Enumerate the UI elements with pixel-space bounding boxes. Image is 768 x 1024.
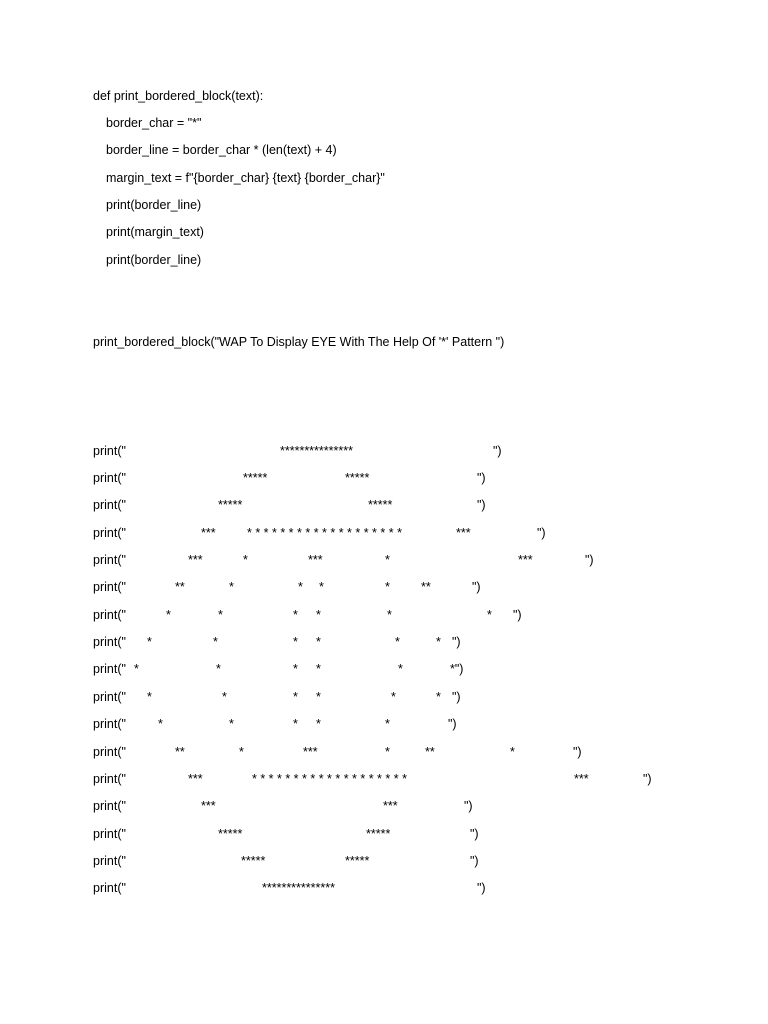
pattern-segment: * — [293, 717, 298, 731]
pattern-segment: * — [436, 635, 441, 649]
pattern-segment: * — [293, 635, 298, 649]
code-line: margin_text = f"{border_char} {text} {border_char}" — [106, 171, 385, 185]
pattern-segment: ") — [464, 799, 473, 813]
print-prefix: print(" — [93, 854, 126, 868]
print-prefix: print(" — [93, 498, 126, 512]
pattern-segment: * — [398, 662, 403, 676]
pattern-segment: * — [395, 635, 400, 649]
pattern-segment: * — [391, 690, 396, 704]
pattern-segment: * — [239, 745, 244, 759]
print-prefix: print(" — [93, 690, 126, 704]
pattern-segment: ") — [585, 553, 594, 567]
pattern-segment: * — [510, 745, 515, 759]
pattern-segment: * — [316, 608, 321, 622]
pattern-segment: * — [385, 717, 390, 731]
pattern-segment: ***** — [218, 498, 243, 512]
pattern-segment: *************** — [280, 444, 353, 458]
pattern-segment: * — [158, 717, 163, 731]
pattern-segment: ** — [421, 580, 431, 594]
pattern-segment: * — [293, 662, 298, 676]
pattern-segment: ***** — [366, 827, 391, 841]
pattern-segment: ") — [477, 471, 486, 485]
pattern-segment: * — [487, 608, 492, 622]
pattern-segment: *** — [383, 799, 398, 813]
pattern-segment: * — [216, 662, 221, 676]
pattern-segment: ***** — [243, 471, 268, 485]
print-prefix: print(" — [93, 881, 126, 895]
pattern-segment: * — [229, 717, 234, 731]
pattern-segment: *************** — [262, 881, 335, 895]
print-prefix: print(" — [93, 717, 126, 731]
pattern-segment: * — [316, 690, 321, 704]
pattern-segment: * — [293, 608, 298, 622]
pattern-segment: * — [319, 580, 324, 594]
pattern-segment: * — [293, 690, 298, 704]
pattern-segment: * — [218, 608, 223, 622]
pattern-segment: ") — [472, 580, 481, 594]
pattern-segment: ***** — [345, 471, 370, 485]
print-prefix: print(" — [93, 662, 126, 676]
code-line: border_line = border_char * (len(text) + 4) — [106, 143, 337, 157]
pattern-segment: ") — [448, 717, 457, 731]
pattern-segment: * — [229, 580, 234, 594]
pattern-segment: *") — [450, 662, 464, 676]
pattern-segment: *** — [518, 553, 533, 567]
print-prefix: print(" — [93, 471, 126, 485]
pattern-segment: *** — [308, 553, 323, 567]
pattern-segment: ") — [493, 444, 502, 458]
pattern-segment: ***** — [241, 854, 266, 868]
print-prefix: print(" — [93, 608, 126, 622]
print-prefix: print(" — [93, 553, 126, 567]
pattern-segment: ") — [573, 745, 582, 759]
pattern-segment: ***** — [345, 854, 370, 868]
pattern-segment: * — [213, 635, 218, 649]
print-prefix: print(" — [93, 745, 126, 759]
code-line: border_char = "*" — [106, 116, 202, 130]
pattern-segment: *** — [188, 553, 203, 567]
pattern-segment: ") — [477, 498, 486, 512]
pattern-segment: * — [316, 635, 321, 649]
pattern-segment: * — [385, 580, 390, 594]
pattern-segment: * — [385, 745, 390, 759]
print-prefix: print(" — [93, 799, 126, 813]
pattern-segment: ") — [470, 827, 479, 841]
pattern-segment: * — [147, 635, 152, 649]
pattern-segment: *** — [456, 526, 471, 540]
pattern-segment: ** — [175, 580, 185, 594]
pattern-segment: ") — [537, 526, 546, 540]
print-prefix: print(" — [93, 772, 126, 786]
pattern-segment: * — [436, 690, 441, 704]
pattern-segment: *** — [201, 526, 216, 540]
pattern-segment: * — [166, 608, 171, 622]
pattern-segment: ** — [425, 745, 435, 759]
print-prefix: print(" — [93, 580, 126, 594]
pattern-segment: *** — [303, 745, 318, 759]
code-line: print(border_line) — [106, 253, 202, 267]
pattern-segment: ") — [643, 772, 652, 786]
pattern-segment: * — [387, 608, 392, 622]
pattern-segment: ") — [477, 881, 486, 895]
pattern-segment: * — [222, 690, 227, 704]
pattern-segment: *** — [201, 799, 216, 813]
pattern-segment: * — [147, 690, 152, 704]
print-prefix: print(" — [93, 635, 126, 649]
pattern-segment: * — [316, 662, 321, 676]
pattern-segment: ***** — [368, 498, 393, 512]
pattern-segment: ") — [470, 854, 479, 868]
pattern-segment: ** — [175, 745, 185, 759]
pattern-segment: ") — [513, 608, 522, 622]
pattern-segment: * — [316, 717, 321, 731]
code-line: print(border_line) — [106, 198, 202, 212]
pattern-segment: *** — [188, 772, 203, 786]
print-prefix: print(" — [93, 526, 126, 540]
pattern-segment: * — [243, 553, 248, 567]
pattern-segment: ") — [452, 690, 461, 704]
pattern-segment: *** — [574, 772, 589, 786]
pattern-segment: * * * * * * * * * * * * * * * * * * * — [252, 772, 407, 786]
function-call-line: print_bordered_block("WAP To Display EYE With The Help Of '*' Pattern ") — [93, 335, 505, 349]
print-prefix: print(" — [93, 827, 126, 841]
print-prefix: print(" — [93, 444, 126, 458]
pattern-segment: * — [385, 553, 390, 567]
code-line: print(margin_text) — [106, 225, 204, 239]
pattern-segment: * — [298, 580, 303, 594]
pattern-segment: * — [134, 662, 139, 676]
pattern-segment: ***** — [218, 827, 243, 841]
function-signature: def print_bordered_block(text): — [93, 89, 264, 103]
pattern-segment: ") — [452, 635, 461, 649]
pattern-segment: * * * * * * * * * * * * * * * * * * * — [247, 526, 402, 540]
